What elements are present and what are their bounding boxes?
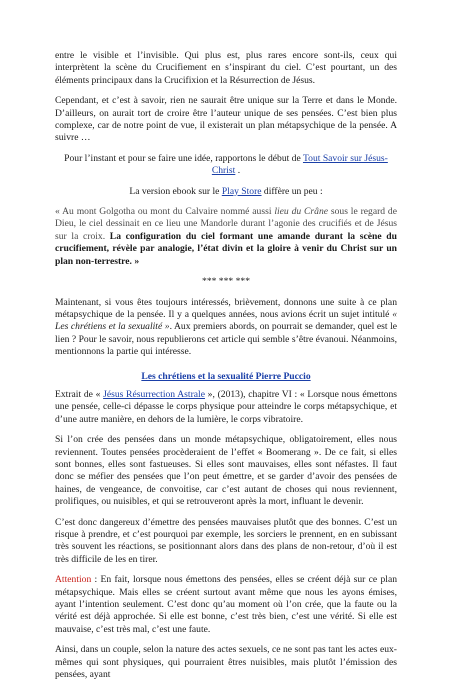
quote-bold: La configuration du ciel formant une amande durant la scène du crucifiement, révèle par analogie, l’état divin et la gloire à venir du Christ sur un plan non-terrestre. »: [55, 230, 397, 267]
link-play-store[interactable]: Play Store: [221, 185, 262, 197]
reference-text: Pour l’instant et pour se faire une idée, rapportons le début de: [64, 152, 303, 164]
quote-block: [55, 206, 397, 268]
continuation-italic: « Les chrétiens et la sexualité »: [55, 308, 397, 333]
quote-text-b: sous le regard de Dieu, le ciel dessinait en ce lieu une Mandorle durant l’agonie des crucifiés et de Jésus sur la croix.: [55, 206, 397, 242]
reference-end: .: [235, 165, 241, 177]
paragraph-intro: entre le visible et l’invisible. Qui plus est, plus rares encore sont-ils, ceux qui interprètent la scène du Crucifiement en s’inspirant du ciel. C’est pourtant, un des éléments principaux dans la Crucifixion et la Résurrection de Jésus.: [55, 50, 397, 86]
extract-a: Extrait de «: [55, 388, 104, 400]
link-jesus-resurrection[interactable]: Jésus Résurrection Astrale: [103, 388, 205, 400]
paragraph-reference: [55, 153, 397, 178]
separator: *** *** ***: [202, 276, 250, 288]
paragraph-extract: [55, 389, 397, 426]
ebook-end: diffère un peu :: [261, 185, 323, 197]
quote-text-a: « Au mont Golgotha ou mont du Calvaire nommé aussi: [55, 206, 275, 218]
link-tout-savoir[interactable]: Tout Savoir sur Jésus-Christ: [211, 152, 388, 177]
extract-b: », (2013), chapitre VI : « Lorsque nous émettons une pensée, celle-ci dépasse le corps physique pour atteindre le corps métapsychique, et d’une autre manière, en dehors de la lumière, le corps vibratoire.: [55, 388, 398, 425]
document-body: [55, 50, 397, 689]
ebook-text: La version ebook sur le: [129, 185, 222, 197]
paragraph-ebook: [55, 186, 397, 198]
section-heading: [55, 371, 397, 383]
continuation-a: Maintenant, si vous êtes toujours intéressés, brièvement, donnons une suite à ce plan métapsychique de la pensée. Il y a quelques années, nous avions écrit un sujet intitulé: [55, 296, 397, 320]
attention-label: Attention: [55, 574, 92, 586]
paragraph-boomerang: Si l’on crée des pensées dans un monde métapsychique, obligatoirement, elles nous reviennent. Toutes pensées procèderaient de l’effet « Boomerang ». De ce fait, si elles sont bonnes, elles sont fastueuses. Si elles sont mauvaises, elles sont néfastes. Il faut donc se méfier des pensées que l’on peut émettre, et se garder d’avoir des pensées de haines, de vengeance, de convoitise, car c’est autant de choses qui nous reviennent, prolifiques, ou nuisibles, et qui se retrouveront après la mort, influant le devenir.: [55, 434, 397, 508]
paragraph-continuation: [55, 297, 397, 359]
paragraph-couple: Ainsi, dans un couple, selon la nature des actes sexuels, ce ne sont pas tant les actes eux-mêmes qui sont physiques, qui pourraient êtres nuisibles, mais plutôt l’émission des pensées, ayant: [55, 644, 397, 681]
link-section-heading[interactable]: Les chrétiens et la sexualité Pierre Puccio: [141, 370, 311, 382]
paragraph-attention: [55, 574, 397, 636]
quote-italic: lieu du Crâne: [274, 206, 329, 218]
continuation-b: . Aux premiers abords, on pourrait se demander, quel est le lien ? Pour le savoir, nous republierons cet article qui semble s’être évanoui. Néanmoins, mentionnons la partie qui intéresse.: [55, 321, 397, 358]
attention-text: : En fait, lorsque nous émettons des pensées, elles se créent déjà sur ce plan métapsychique. Mais elles se créent surtout avant même que nous les ayons émises, ayant l’intention seulement. C’est donc qu’au moment où l’on crée, que la faute ou la vérité est déjà approchée. Si elle est bonne, c’est très bien, c’est une vérité. Si elle est mauvaise, c’est très mal, c’est une faute.: [55, 574, 397, 635]
paragraph-metapsychic: Cependant, et c’est à savoir, rien ne saurait être unique sur la Terre et dans le Monde. D’ailleurs, on aurait tort de croire être l’auteur unique de ses pensées. C’est bien plus complexe, car de notre point de vue, il existerait un plan métapsychique de la pensée. A suivre …: [55, 95, 397, 144]
paragraph-danger: C’est donc dangereux d’émettre des pensées mauvaises plutôt que des bonnes. C’est un risque à prendre, et c’est pourquoi par exemple, les sorciers le prennent, en en subissant très souvent les réactions, se positionnant alors dans des plans de non-retour, d’où il est très difficile de les en tirer.: [55, 516, 397, 565]
